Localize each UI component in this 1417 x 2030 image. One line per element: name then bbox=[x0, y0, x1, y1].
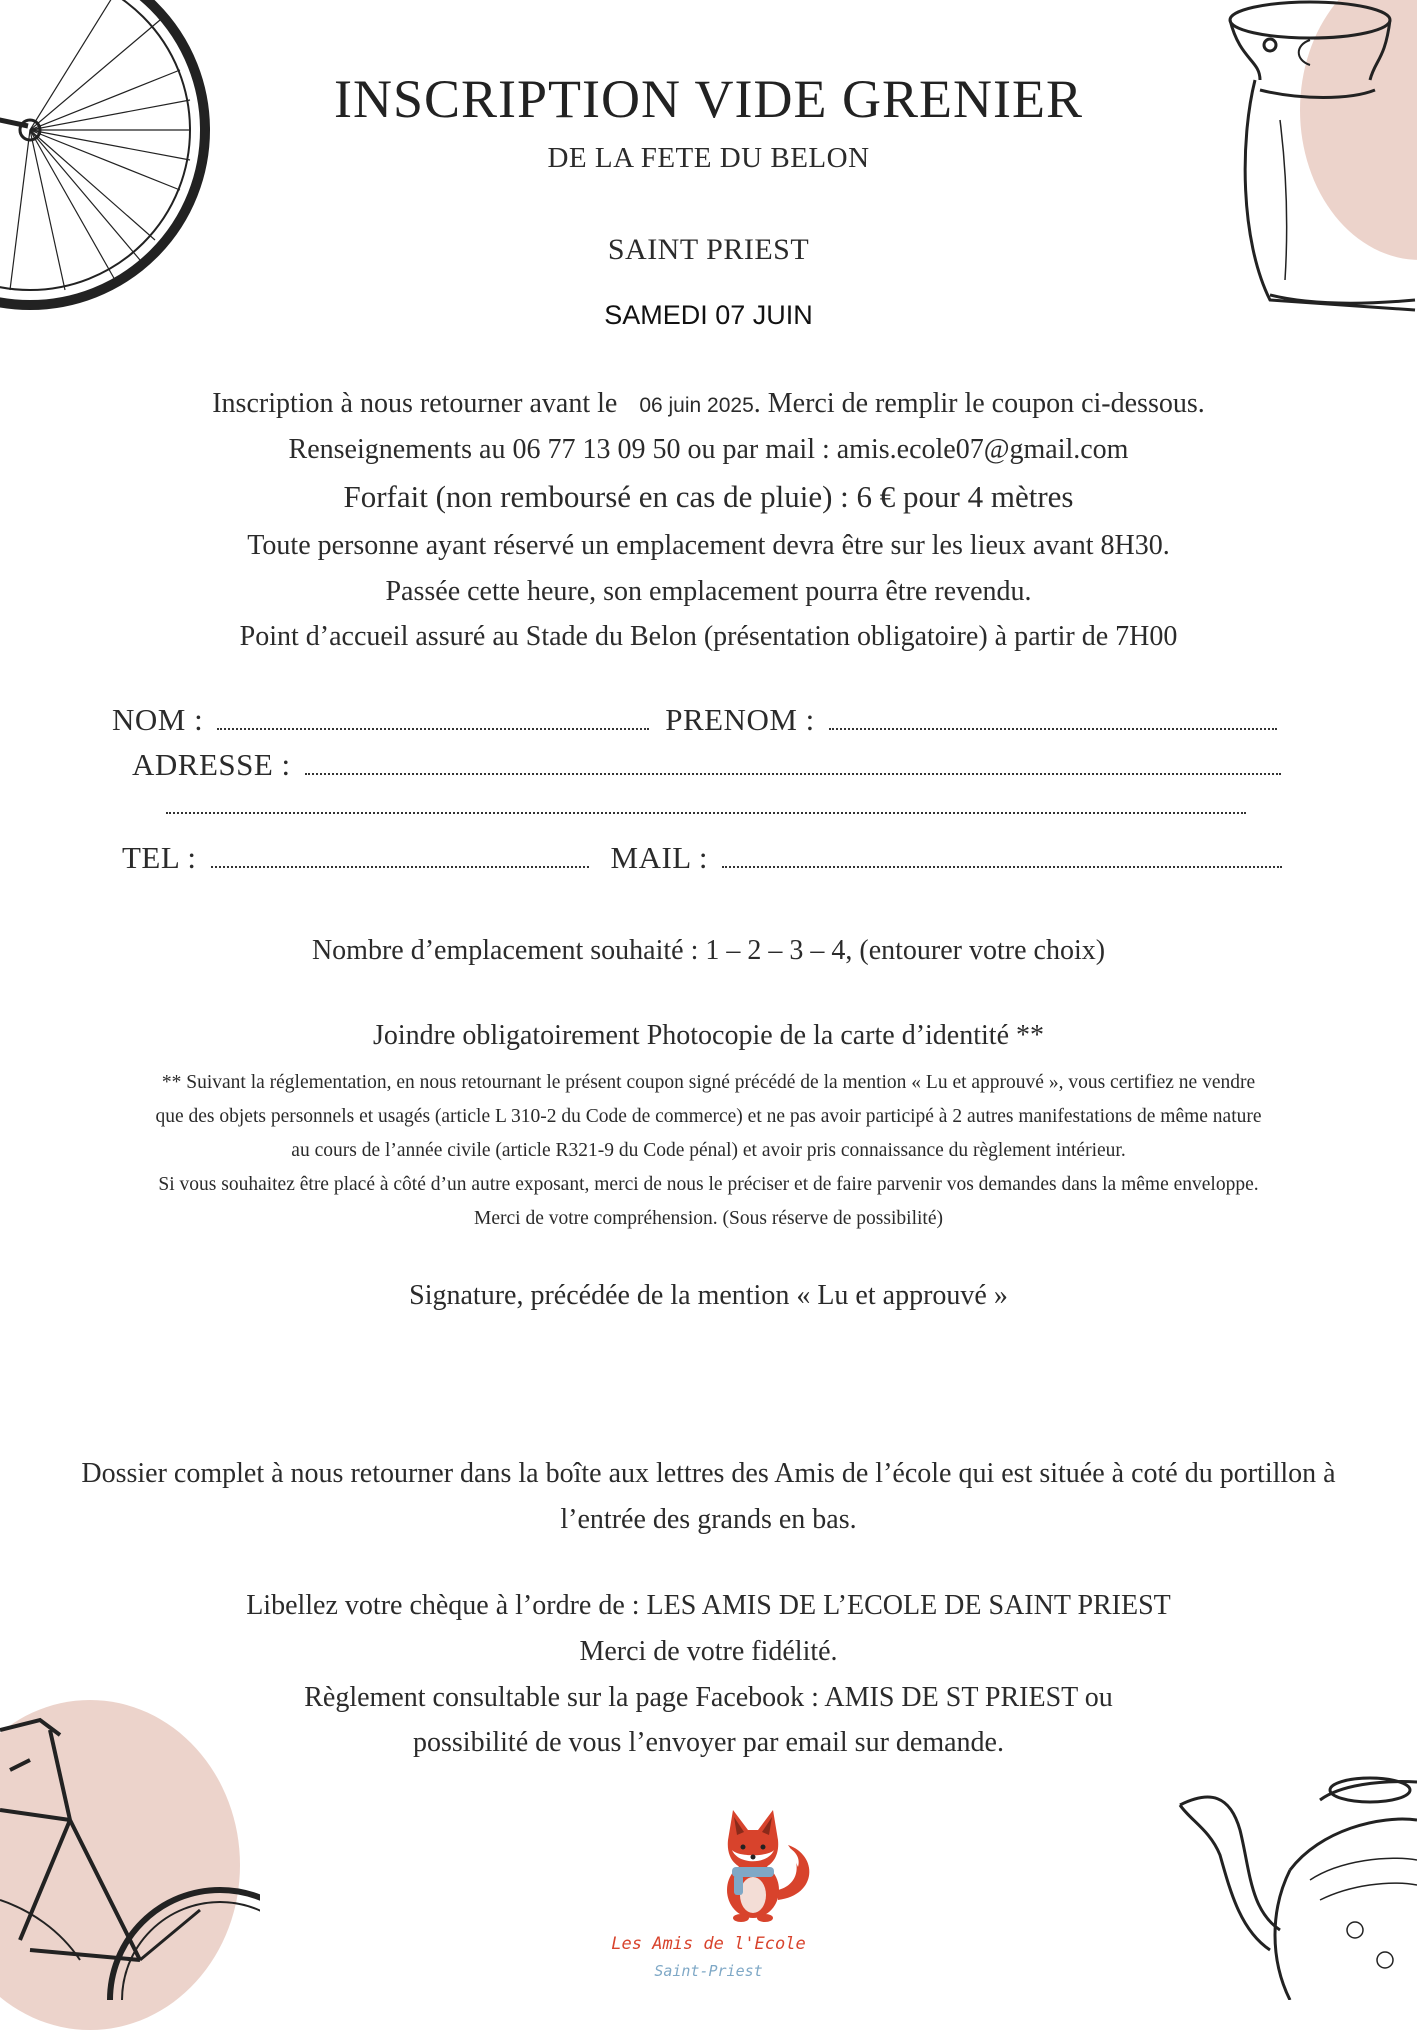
footer-cheque: Libellez votre chèque à l’ordre de : LES AMIS DE L’ECOLE DE SAINT PRIEST bbox=[246, 1590, 1171, 1621]
logo-place: Saint-Priest bbox=[654, 1962, 763, 1980]
form-row-contact bbox=[122, 840, 1282, 876]
info-line-resale: Passée cette heure, son emplacement pourra être revendu. bbox=[385, 576, 1032, 607]
id-requirement: Joindre obligatoirement Photocopie de la carte d’identité ** bbox=[372, 1020, 1044, 1051]
page-title: INSCRIPTION VIDE GRENIER bbox=[334, 69, 1083, 129]
tel-label: TEL : bbox=[122, 840, 197, 875]
nom-label: NOM : bbox=[112, 702, 204, 737]
adresse-field[interactable] bbox=[305, 755, 1281, 775]
info-line-forfait: Forfait (non remboursé en cas de pluie) : 6 € pour 4 mètres bbox=[343, 479, 1074, 514]
mail-label: MAIL : bbox=[610, 840, 708, 875]
footer-facebook: Règlement consultable sur la page Facebook : AMIS DE ST PRIEST ou bbox=[304, 1682, 1113, 1713]
nom-field[interactable] bbox=[217, 710, 649, 730]
footer-email: possibilité de vous l’envoyer par email sur demande. bbox=[413, 1727, 1004, 1758]
note-line-3: au cours de l’année civile (article R321-9 du Code pénal) et avoir pris connaissance du règlement intérieur. bbox=[291, 1140, 1126, 1161]
deadline-text-before: Inscription à nous retourner avant le bbox=[212, 388, 618, 419]
deadline-text-after: . Merci de remplir le coupon ci-dessous. bbox=[753, 388, 1205, 419]
tel-field[interactable] bbox=[211, 848, 589, 868]
dossier-line-1: Dossier complet à nous retourner dans la boîte aux lettres des Amis de l’école qui est située à coté du portillon à bbox=[81, 1458, 1336, 1489]
adresse-field-line-2[interactable] bbox=[166, 794, 1246, 814]
event-place: SAINT PRIEST bbox=[607, 233, 810, 266]
info-line-contact: Renseignements au 06 77 13 09 50 ou par mail : amis.ecole07@gmail.com bbox=[288, 434, 1129, 465]
info-line-arrival: Toute personne ayant réservé un emplacement devra être sur les lieux avant 8H30. bbox=[247, 530, 1170, 561]
form-row-address-2 bbox=[166, 794, 1246, 814]
emplacement-choice[interactable]: Nombre d’emplacement souhaité : 1 – 2 – 3 – 4, (entourer votre choix) bbox=[311, 935, 1106, 966]
prenom-label: PRENOM : bbox=[665, 702, 815, 737]
adresse-label: ADRESSE : bbox=[132, 747, 291, 782]
dossier-line-2: l’entrée des grands en bas. bbox=[560, 1504, 857, 1535]
deadline-date: 06 juin 2025 bbox=[639, 394, 754, 417]
signature-label: Signature, précédée de la mention « Lu et approuvé » bbox=[409, 1280, 1008, 1311]
note-line-4: Si vous souhaitez être placé à côté d’un autre exposant, merci de nous le préciser et de faire parvenir vos demandes dans la même enveloppe. bbox=[158, 1174, 1259, 1195]
event-date: SAMEDI 07 JUIN bbox=[604, 300, 813, 330]
note-line-5: Merci de votre compréhension. (Sous réserve de possibilité) bbox=[474, 1208, 943, 1229]
note-line-2: que des objets personnels et usagés (article L 310-2 du Code de commerce) et ne pas avoir participé à 2 autres manifestations de même nature bbox=[155, 1106, 1262, 1127]
form-row-name bbox=[112, 702, 1277, 738]
footer-thanks: Merci de votre fidélité. bbox=[579, 1636, 838, 1667]
mail-field[interactable] bbox=[722, 848, 1282, 868]
logo-name: Les Amis de l'Ecole bbox=[611, 1934, 806, 1954]
info-line-deadline bbox=[0, 388, 1417, 420]
page-subtitle: DE LA FETE DU BELON bbox=[547, 142, 870, 174]
note-line-1: ** Suivant la réglementation, en nous retournant le présent coupon signé précédé de la mention « Lu et approuvé », vous certifiez ne vendre bbox=[161, 1072, 1256, 1093]
form-row-address bbox=[132, 747, 1281, 783]
prenom-field[interactable] bbox=[829, 710, 1277, 730]
fox-logo-icon bbox=[708, 1805, 818, 1925]
info-line-welcome: Point d’accueil assuré au Stade du Belon (présentation obligatoire) à partir de 7H00 bbox=[239, 621, 1178, 652]
